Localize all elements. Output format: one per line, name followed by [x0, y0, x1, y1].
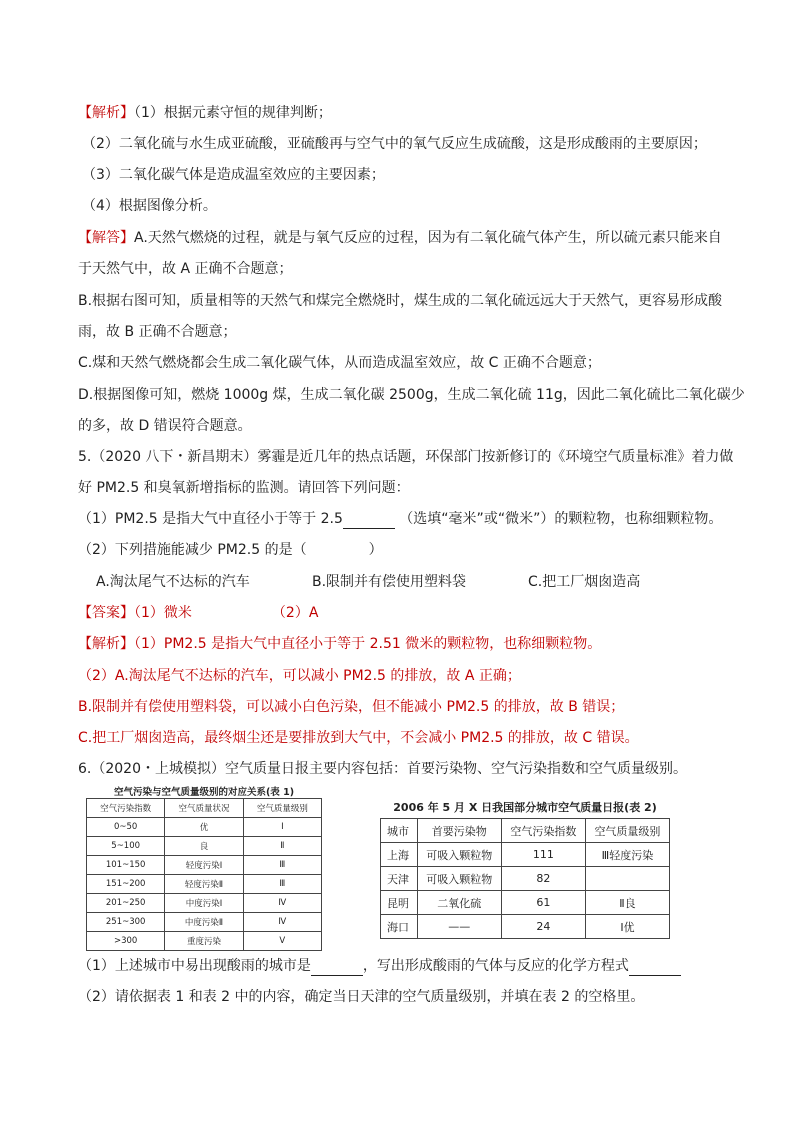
q5-answer-line — [78, 603, 318, 623]
table-row — [87, 837, 322, 856]
table-cell: Ⅰ — [243, 818, 321, 837]
table-cell: Ⅱ — [243, 837, 321, 856]
q5-answer-2: （2）A — [271, 605, 319, 621]
table-cell: 二氧化硫 — [417, 891, 501, 915]
table-cell: Ⅳ — [243, 894, 321, 913]
analysis-line-2: （2）二氧化硫与水生成亚硫酸，亚硫酸再与空气中的氧气反应生成硫酸，这是形成酸雨的主要原因； — [82, 136, 707, 152]
q5-option-a: A.淘汰尾气不达标的汽车 — [96, 574, 250, 590]
q5-analysis-line-4: C.把工厂烟囱造高，最终烟尘还是要排放到大气中，不会减小 PM2.5 的排放，故 C 错误。 — [78, 730, 639, 746]
table-cell: 5~100 — [87, 837, 165, 856]
table-row — [381, 915, 670, 939]
q5-analysis-line-3: B.限制并有偿使用塑料袋，可以减小白色污染，但不能减小 PM2.5 的排放，故 B 错误； — [78, 699, 625, 715]
table-cell: 251~300 — [87, 913, 165, 932]
solution-line-a2: 于天然气中，故 A 正确不合题意； — [78, 261, 293, 277]
solution-line-d1: D.根据图像可知，燃烧 1000g 煤，生成二氧化碳 2500g，生成二氧化硫 11g，因此二氧化硫比二氧化碳少 — [78, 387, 745, 403]
table-row — [381, 891, 670, 915]
solution-line-d2: 的多，故 D 错误符合题意。 — [78, 418, 252, 434]
table-cell: 可吸入颗粒物 — [417, 843, 501, 867]
q5-stem-line-1: 5.（2020 八下・新昌期末）雾霾是近几年的热点话题，环保部门按新修订的《环境空气质量标准》着力做 — [78, 449, 734, 465]
analysis-line-4: （4）根据图像分析。 — [82, 198, 217, 214]
table-cell: 良 — [165, 837, 243, 856]
table-cell: 82 — [501, 867, 585, 891]
table-1-header-cell: 空气污染指数 — [87, 799, 165, 818]
q5-option-b: B.限制并有偿使用塑料袋 — [312, 574, 467, 590]
q5-answer-tag: 【答案】 — [78, 605, 134, 621]
solution-line-c: C.煤和天然气燃烧都会生成二氧化碳气体，从而造成温室效应，故 C 正确不合题意； — [78, 355, 601, 371]
table-row — [87, 932, 322, 951]
table-cell: 151~200 — [87, 875, 165, 894]
table-cell: 24 — [501, 915, 585, 939]
table-row — [87, 856, 322, 875]
table-row — [87, 894, 322, 913]
q5-part-1 — [78, 509, 722, 529]
table-cell: 中度污染Ⅱ — [165, 913, 243, 932]
table-cell: —— — [417, 915, 501, 939]
q5-analysis-line-1 — [78, 634, 601, 654]
table-cell: Ⅳ — [243, 913, 321, 932]
q5-part-1-tail: （选填“毫米”或“微米”）的颗粒物，也称细颗粒物。 — [394, 511, 723, 527]
q6-part-1 — [78, 956, 681, 976]
table-cell: 201~250 — [87, 894, 165, 913]
solution-line-b1: B.根据右图可知，质量相等的天然气和煤完全燃烧时，煤生成的二氧化硫远远大于天然气，更容易形成酸 — [78, 293, 723, 309]
table-1-header-cell: 空气质量级别 — [243, 799, 321, 818]
q6-equation-blank[interactable] — [629, 961, 681, 976]
table-cell: 上海 — [381, 843, 418, 867]
table-cell: 轻度污染Ⅰ — [165, 856, 243, 875]
table-2-title: 2006 年 5 月 X 日我国部分城市空气质量日报(表 2) — [393, 801, 657, 814]
q6-part-2: （2）请依据表 1 和表 2 中的内容，确定当日天津的空气质量级别，并填在表 2 的空格里。 — [78, 989, 645, 1005]
table-1-header-row — [87, 799, 322, 818]
table-cell: Ⅲ — [243, 875, 321, 894]
q5-option-c: C.把工厂烟囱造高 — [528, 574, 641, 590]
table-cell: 轻度污染Ⅱ — [165, 875, 243, 894]
analysis-tag: 【解析】 — [78, 105, 134, 121]
table-row — [381, 843, 670, 867]
solution-line-b2: 雨，故 B 正确不合题意； — [78, 324, 237, 340]
q5-analysis-line-2: （2）A.淘汰尾气不达标的汽车，可以减小 PM2.5 的排放，故 A 正确； — [78, 668, 521, 684]
tianjin-level-blank[interactable] — [585, 867, 669, 891]
q5-part-2 — [78, 540, 383, 560]
table-cell: Ⅲ — [243, 856, 321, 875]
table-2-header-cell: 空气污染指数 — [501, 819, 585, 843]
q5-analysis-text-1: （1）PM2.5 是指大气中直径小于等于 2.51 微米的颗粒物，也称细颗粒物。 — [134, 636, 602, 652]
table-cell: 0~50 — [87, 818, 165, 837]
table-2-header-cell: 城市 — [381, 819, 418, 843]
table-cell: 昆明 — [381, 891, 418, 915]
q5-answer-1: （1）微米 — [134, 605, 192, 621]
table-cell: 61 — [501, 891, 585, 915]
table-cell: Ⅲ轻度污染 — [585, 843, 669, 867]
table-cell: 101~150 — [87, 856, 165, 875]
q6-city-blank[interactable] — [311, 961, 363, 976]
table-row — [381, 867, 670, 891]
table-1-title: 空气污染与空气质量级别的对应关系(表 1) — [113, 787, 295, 798]
table-cell: 优 — [165, 818, 243, 837]
solution-line-a1 — [78, 228, 722, 248]
q6-part-1-text: （1）上述城市中易出现酸雨的城市是 — [78, 958, 311, 974]
analysis-line-3: （3）二氧化碳气体是造成温室效应的主要因素； — [82, 167, 385, 183]
q6-part-1-mid: ，写出形成酸雨的气体与反应的化学方程式 — [362, 958, 629, 974]
table-cell: 111 — [501, 843, 585, 867]
table-cell: 海口 — [381, 915, 418, 939]
table-2-header-cell: 空气质量级别 — [585, 819, 669, 843]
table-2-header-cell: 首要污染物 — [417, 819, 501, 843]
q5-part-2-text: （2）下列措施能减少 PM2.5 的是（ — [78, 542, 307, 558]
table-cell: Ⅰ优 — [585, 915, 669, 939]
q5-part-1-text: （1）PM2.5 是指大气中直径小于等于 2.5 — [78, 511, 343, 527]
table-cell: >300 — [87, 932, 165, 951]
table-row — [87, 913, 322, 932]
q5-analysis-tag: 【解析】 — [78, 636, 134, 652]
table-cell: 重度污染 — [165, 932, 243, 951]
solution-a-text: A.天然气燃烧的过程，就是与氧气反应的过程，因为有二氧化硫气体产生，所以硫元素只能来自 — [134, 230, 722, 246]
table-cell: Ⅴ — [243, 932, 321, 951]
table-cell: 可吸入颗粒物 — [417, 867, 501, 891]
q5-answer-blank[interactable] — [343, 514, 395, 529]
table-cell: 天津 — [381, 867, 418, 891]
table-row — [87, 875, 322, 894]
table-cell: Ⅱ良 — [585, 891, 669, 915]
table-1 — [86, 798, 322, 951]
table-1-header-cell: 空气质量状况 — [165, 799, 243, 818]
q5-stem-line-2: 好 PM2.5 和臭氧新增指标的监测。请回答下列问题： — [78, 480, 410, 496]
table-cell: 中度污染Ⅰ — [165, 894, 243, 913]
table-2 — [380, 818, 670, 939]
table-row — [87, 818, 322, 837]
analysis-text: （1）根据元素守恒的规律判断； — [134, 105, 332, 121]
solution-tag: 【解答】 — [78, 230, 134, 246]
q5-part-2-close: ） — [368, 542, 383, 558]
analysis-line-1 — [78, 103, 332, 123]
q6-stem: 6.（2020・上城模拟）空气质量日报主要内容包括：首要污染物、空气污染指数和空气质量级别。 — [78, 761, 687, 777]
table-2-header-row — [381, 819, 670, 843]
